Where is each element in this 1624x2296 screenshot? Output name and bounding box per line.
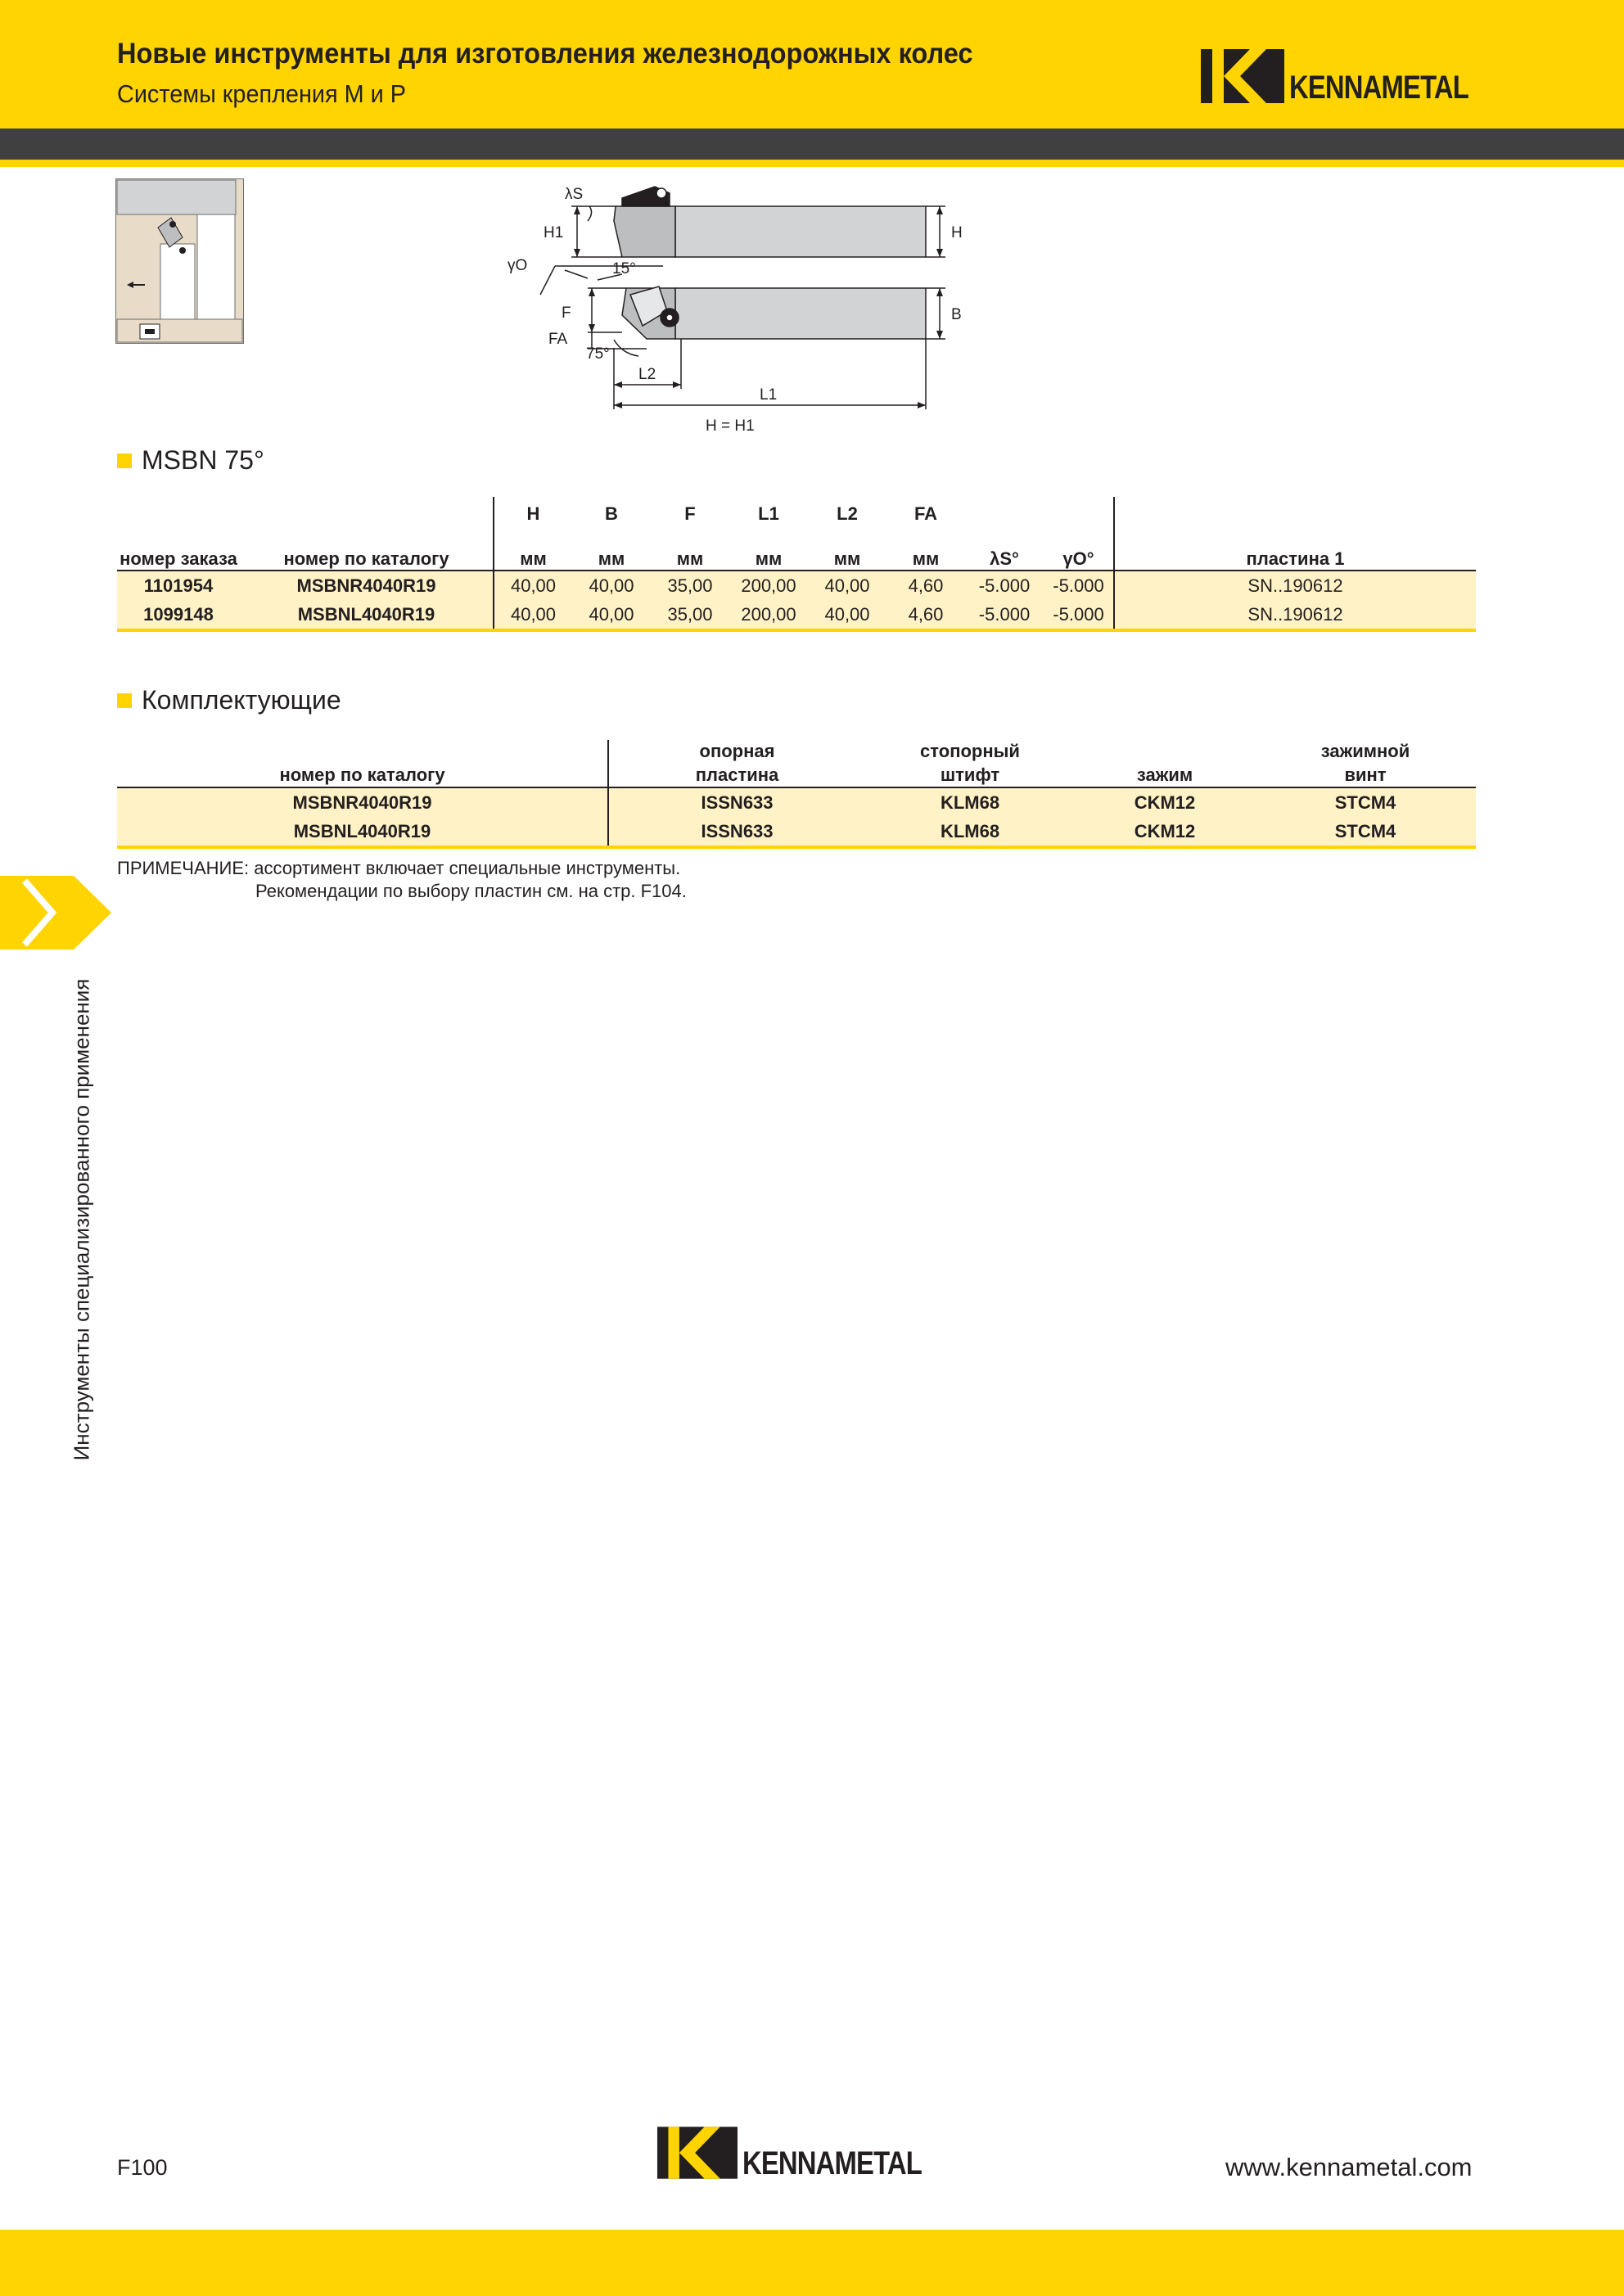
section-heading-msbn xyxy=(117,445,264,476)
col-unit: мм xyxy=(912,548,940,569)
label-h1: H1 xyxy=(544,224,564,241)
cell-value: -5.000 xyxy=(1044,571,1114,600)
header-yellow-line xyxy=(0,160,1624,167)
col-support-plate: опорная xyxy=(699,741,775,761)
section-heading-parts xyxy=(117,685,341,715)
cell-lock-pin: KLM68 xyxy=(865,787,1075,817)
col-lock-pin: штифт xyxy=(940,764,1000,785)
label-l2: L2 xyxy=(638,366,656,383)
cell-clamp-screw: STCM4 xyxy=(1255,787,1476,817)
section-title: Комплектующие xyxy=(142,685,341,715)
tool-technical-drawing xyxy=(491,172,974,442)
col-unit: мм xyxy=(676,548,704,569)
col-clamp-screw: зажимной xyxy=(1320,741,1410,761)
page-number: F100 xyxy=(117,2155,168,2180)
col-l2: L2 xyxy=(837,503,858,524)
section-title: MSBN 75° xyxy=(142,445,264,475)
page-subtitle: Системы крепления M и P xyxy=(117,79,406,108)
col-lambda-s: λS° xyxy=(990,548,1019,569)
table-row xyxy=(117,817,1476,847)
section-bullet-icon xyxy=(117,693,132,708)
note xyxy=(117,857,687,903)
footer-band xyxy=(0,2230,1624,2296)
label-f: F xyxy=(562,304,571,322)
cell-value: 35,00 xyxy=(651,600,729,630)
table-row xyxy=(117,571,1476,600)
col-unit: мм xyxy=(833,548,861,569)
cell-clamp-screw: STCM4 xyxy=(1255,817,1476,847)
cell-value: -5.000 xyxy=(1044,600,1114,630)
col-b: B xyxy=(605,503,618,524)
table-row xyxy=(117,600,1476,630)
label-gamma-o: γO xyxy=(508,257,528,274)
table-header-row-bottom xyxy=(117,763,1476,787)
col-l1: L1 xyxy=(758,503,779,524)
side-chevron-icon xyxy=(0,876,111,950)
cell-lock-pin: KLM68 xyxy=(865,817,1075,847)
kennametal-logo-footer xyxy=(657,2127,961,2179)
cell-catalog-number: MSBNL4040R19 xyxy=(117,817,608,847)
cell-clamp: CKM12 xyxy=(1075,817,1255,847)
cell-value: 40,00 xyxy=(572,600,651,630)
table-header-row-top xyxy=(117,497,1476,531)
parts-table xyxy=(117,740,1476,849)
cell-catalog-number: MSBNL4040R19 xyxy=(240,600,494,630)
col-catalog-number: номер по каталогу xyxy=(117,763,608,787)
msbn-spec-table xyxy=(117,497,1476,632)
cell-value: 40,00 xyxy=(494,571,572,600)
label-fa: FA xyxy=(548,331,568,348)
cell-support-plate: ISSN633 xyxy=(608,787,865,817)
kennametal-logo-header xyxy=(1201,49,1508,106)
table-header-row-bottom xyxy=(117,531,1476,571)
note-line-2: Рекомендации по выбору пластин см. на стр. F104. xyxy=(255,881,687,901)
label-angle-75: 75° xyxy=(586,345,610,363)
logo-text: KENNAMETAL xyxy=(742,2145,922,2181)
col-unit: мм xyxy=(598,548,625,569)
cell-value: 40,00 xyxy=(808,600,886,630)
cell-clamp: CKM12 xyxy=(1075,787,1255,817)
col-unit: мм xyxy=(755,548,783,569)
cell-value: 200,00 xyxy=(729,600,808,630)
tool-position-thumbnail xyxy=(115,178,244,344)
table-row xyxy=(117,787,1476,817)
cell-insert: SN..190612 xyxy=(1114,571,1476,600)
table-header-row-top xyxy=(117,740,1476,763)
cell-value: 40,00 xyxy=(494,600,572,630)
col-clamp: зажим xyxy=(1136,764,1193,785)
label-l1: L1 xyxy=(760,386,778,404)
diagram-caption: H = H1 xyxy=(706,417,755,435)
cell-value: -5.000 xyxy=(965,571,1044,600)
page-title: Новые инструменты для изготовления железнодорожных колес xyxy=(117,38,973,70)
note-line-1: ассортимент включает специальные инструменты. xyxy=(254,858,681,878)
col-fa: FA xyxy=(914,503,938,524)
col-h: H xyxy=(526,503,540,524)
cell-value: 40,00 xyxy=(572,571,651,600)
col-clamp-screw: винт xyxy=(1344,764,1387,785)
website-link[interactable]: www.kennametal.com xyxy=(1225,2153,1473,2181)
col-f: F xyxy=(684,503,696,524)
side-tab-label: Инструменты специализированного применения xyxy=(69,978,94,1461)
label-b: B xyxy=(951,306,962,323)
cell-value: 4,60 xyxy=(886,600,965,630)
label-lambda-s: λS xyxy=(565,186,584,203)
col-order-number: номер заказа xyxy=(120,548,237,569)
label-h: H xyxy=(951,224,963,241)
kennametal-k-icon xyxy=(657,2127,738,2179)
col-catalog-number: номер по каталогу xyxy=(240,531,494,571)
note-label: ПРИМЕЧАНИЕ: xyxy=(117,858,250,878)
label-angle-15: 15° xyxy=(612,260,636,277)
cell-insert: SN..190612 xyxy=(1114,600,1476,630)
cell-support-plate: ISSN633 xyxy=(608,817,865,847)
cell-order-number: 1101954 xyxy=(117,571,240,600)
section-bullet-icon xyxy=(117,453,132,468)
col-lock-pin: стопорный xyxy=(920,741,1020,761)
cell-catalog-number: MSBNR4040R19 xyxy=(240,571,494,600)
col-insert: пластина 1 xyxy=(1246,548,1345,569)
cell-value: -5.000 xyxy=(965,600,1044,630)
col-support-plate: пластина xyxy=(695,764,779,785)
header-dark-stripe xyxy=(0,129,1624,160)
col-unit: мм xyxy=(520,548,547,569)
kennametal-k-icon xyxy=(1201,49,1284,103)
col-gamma-o: γO° xyxy=(1044,531,1114,571)
logo-text: KENNAMETAL xyxy=(1289,70,1468,106)
cell-catalog-number: MSBNR4040R19 xyxy=(117,787,608,817)
cell-order-number: 1099148 xyxy=(117,600,240,630)
cell-value: 200,00 xyxy=(729,571,808,600)
cell-value: 4,60 xyxy=(886,571,965,600)
cell-value: 35,00 xyxy=(651,571,729,600)
cell-value: 40,00 xyxy=(808,571,886,600)
